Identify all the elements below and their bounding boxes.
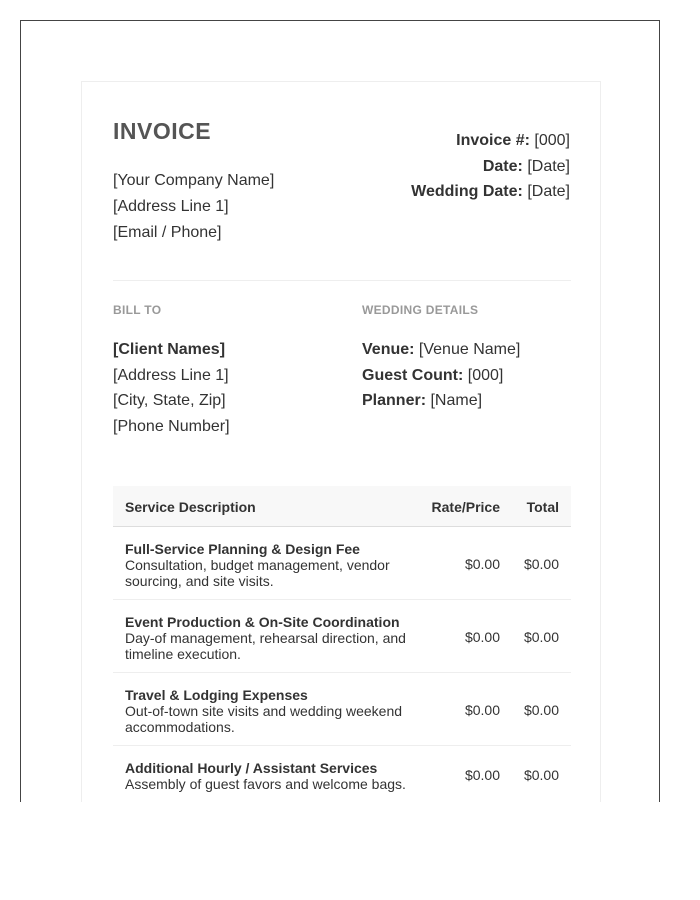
table-header xyxy=(113,486,571,527)
invoice-date-value: [Date] xyxy=(527,157,570,175)
wedding-date-value: [Date] xyxy=(527,183,570,200)
service-total: $0.00 xyxy=(523,767,559,783)
venue-value: [Venue Name] xyxy=(418,341,521,358)
service-description-cell xyxy=(125,614,410,662)
wedding-date-label: Wedding Date: xyxy=(411,183,523,200)
service-detail: Day-of management, rehearsal direction, and xyxy=(125,630,406,646)
service-description-cell xyxy=(125,541,410,589)
guest-count-label: Guest Count: xyxy=(362,366,464,384)
table-row xyxy=(113,746,571,802)
guest-count-value: [000] xyxy=(467,366,504,384)
invoice-date-label: Date: xyxy=(482,157,523,175)
client-city-state-zip: [City, State, Zip] xyxy=(113,392,226,410)
planner-value: [Name] xyxy=(430,392,483,410)
service-rate: $0.00 xyxy=(464,767,500,783)
service-rate: $0.00 xyxy=(464,556,500,572)
service-detail: Out-of-town site visits and wedding weekend xyxy=(125,703,403,719)
planner-line xyxy=(362,388,520,414)
bill-to-label: BILL TO xyxy=(113,303,162,317)
table-row xyxy=(113,673,571,746)
table-row xyxy=(113,527,571,600)
service-title: Travel & Lodging Expenses xyxy=(125,687,308,703)
company-address: [Address Line 1] xyxy=(113,198,229,215)
client-phone: [Phone Number] xyxy=(113,418,230,436)
company-name: [Your Company Name] xyxy=(113,172,275,189)
service-title: Additional Hourly / Assistant Services xyxy=(125,760,378,776)
client-address: [Address Line 1] xyxy=(113,366,229,384)
service-rate: $0.00 xyxy=(464,629,500,645)
service-description-cell xyxy=(125,760,410,792)
header-divider xyxy=(113,280,571,281)
service-detail: sourcing, and site visits. xyxy=(125,573,274,589)
service-detail: Consultation, budget management, vendor xyxy=(125,557,390,573)
company-contact: [Email / Phone] xyxy=(113,224,222,241)
document-page xyxy=(20,20,660,802)
invoice-date-line xyxy=(411,154,570,180)
planner-label: Planner: xyxy=(362,392,427,410)
invoice-card xyxy=(81,81,601,802)
service-title: Full-Service Planning & Design Fee xyxy=(125,541,360,557)
venue-label: Venue: xyxy=(362,341,415,358)
header-rate-price: Rate/Price xyxy=(431,499,500,515)
service-total: $0.00 xyxy=(523,556,559,572)
service-detail: Assembly of guest favors and welcome bags. xyxy=(125,776,406,792)
client-names: [Client Names] xyxy=(113,341,226,358)
service-description-cell xyxy=(125,687,410,735)
invoice-title: INVOICE xyxy=(113,118,212,144)
header-service-description: Service Description xyxy=(125,499,256,515)
invoice-number-label: Invoice #: xyxy=(456,132,530,149)
invoice-number-value: [000] xyxy=(534,132,570,149)
invoice-number-line xyxy=(411,128,570,154)
wedding-date-line xyxy=(411,179,570,205)
invoice-meta xyxy=(411,128,570,205)
bill-to-details xyxy=(113,337,230,440)
guest-count-line xyxy=(362,363,520,389)
header-total: Total xyxy=(526,499,559,515)
service-detail: timeline execution. xyxy=(125,646,241,662)
service-total: $0.00 xyxy=(523,629,559,645)
venue-line xyxy=(362,337,520,363)
service-detail: accommodations. xyxy=(125,719,235,735)
company-info xyxy=(113,168,274,246)
service-total: $0.00 xyxy=(523,702,559,718)
table-row xyxy=(113,600,571,673)
wedding-details xyxy=(362,337,520,414)
wedding-details-label: WEDDING DETAILS xyxy=(362,303,479,317)
services-table xyxy=(113,486,571,802)
service-rate: $0.00 xyxy=(464,702,500,718)
service-title: Event Production & On-Site Coordination xyxy=(125,614,400,630)
